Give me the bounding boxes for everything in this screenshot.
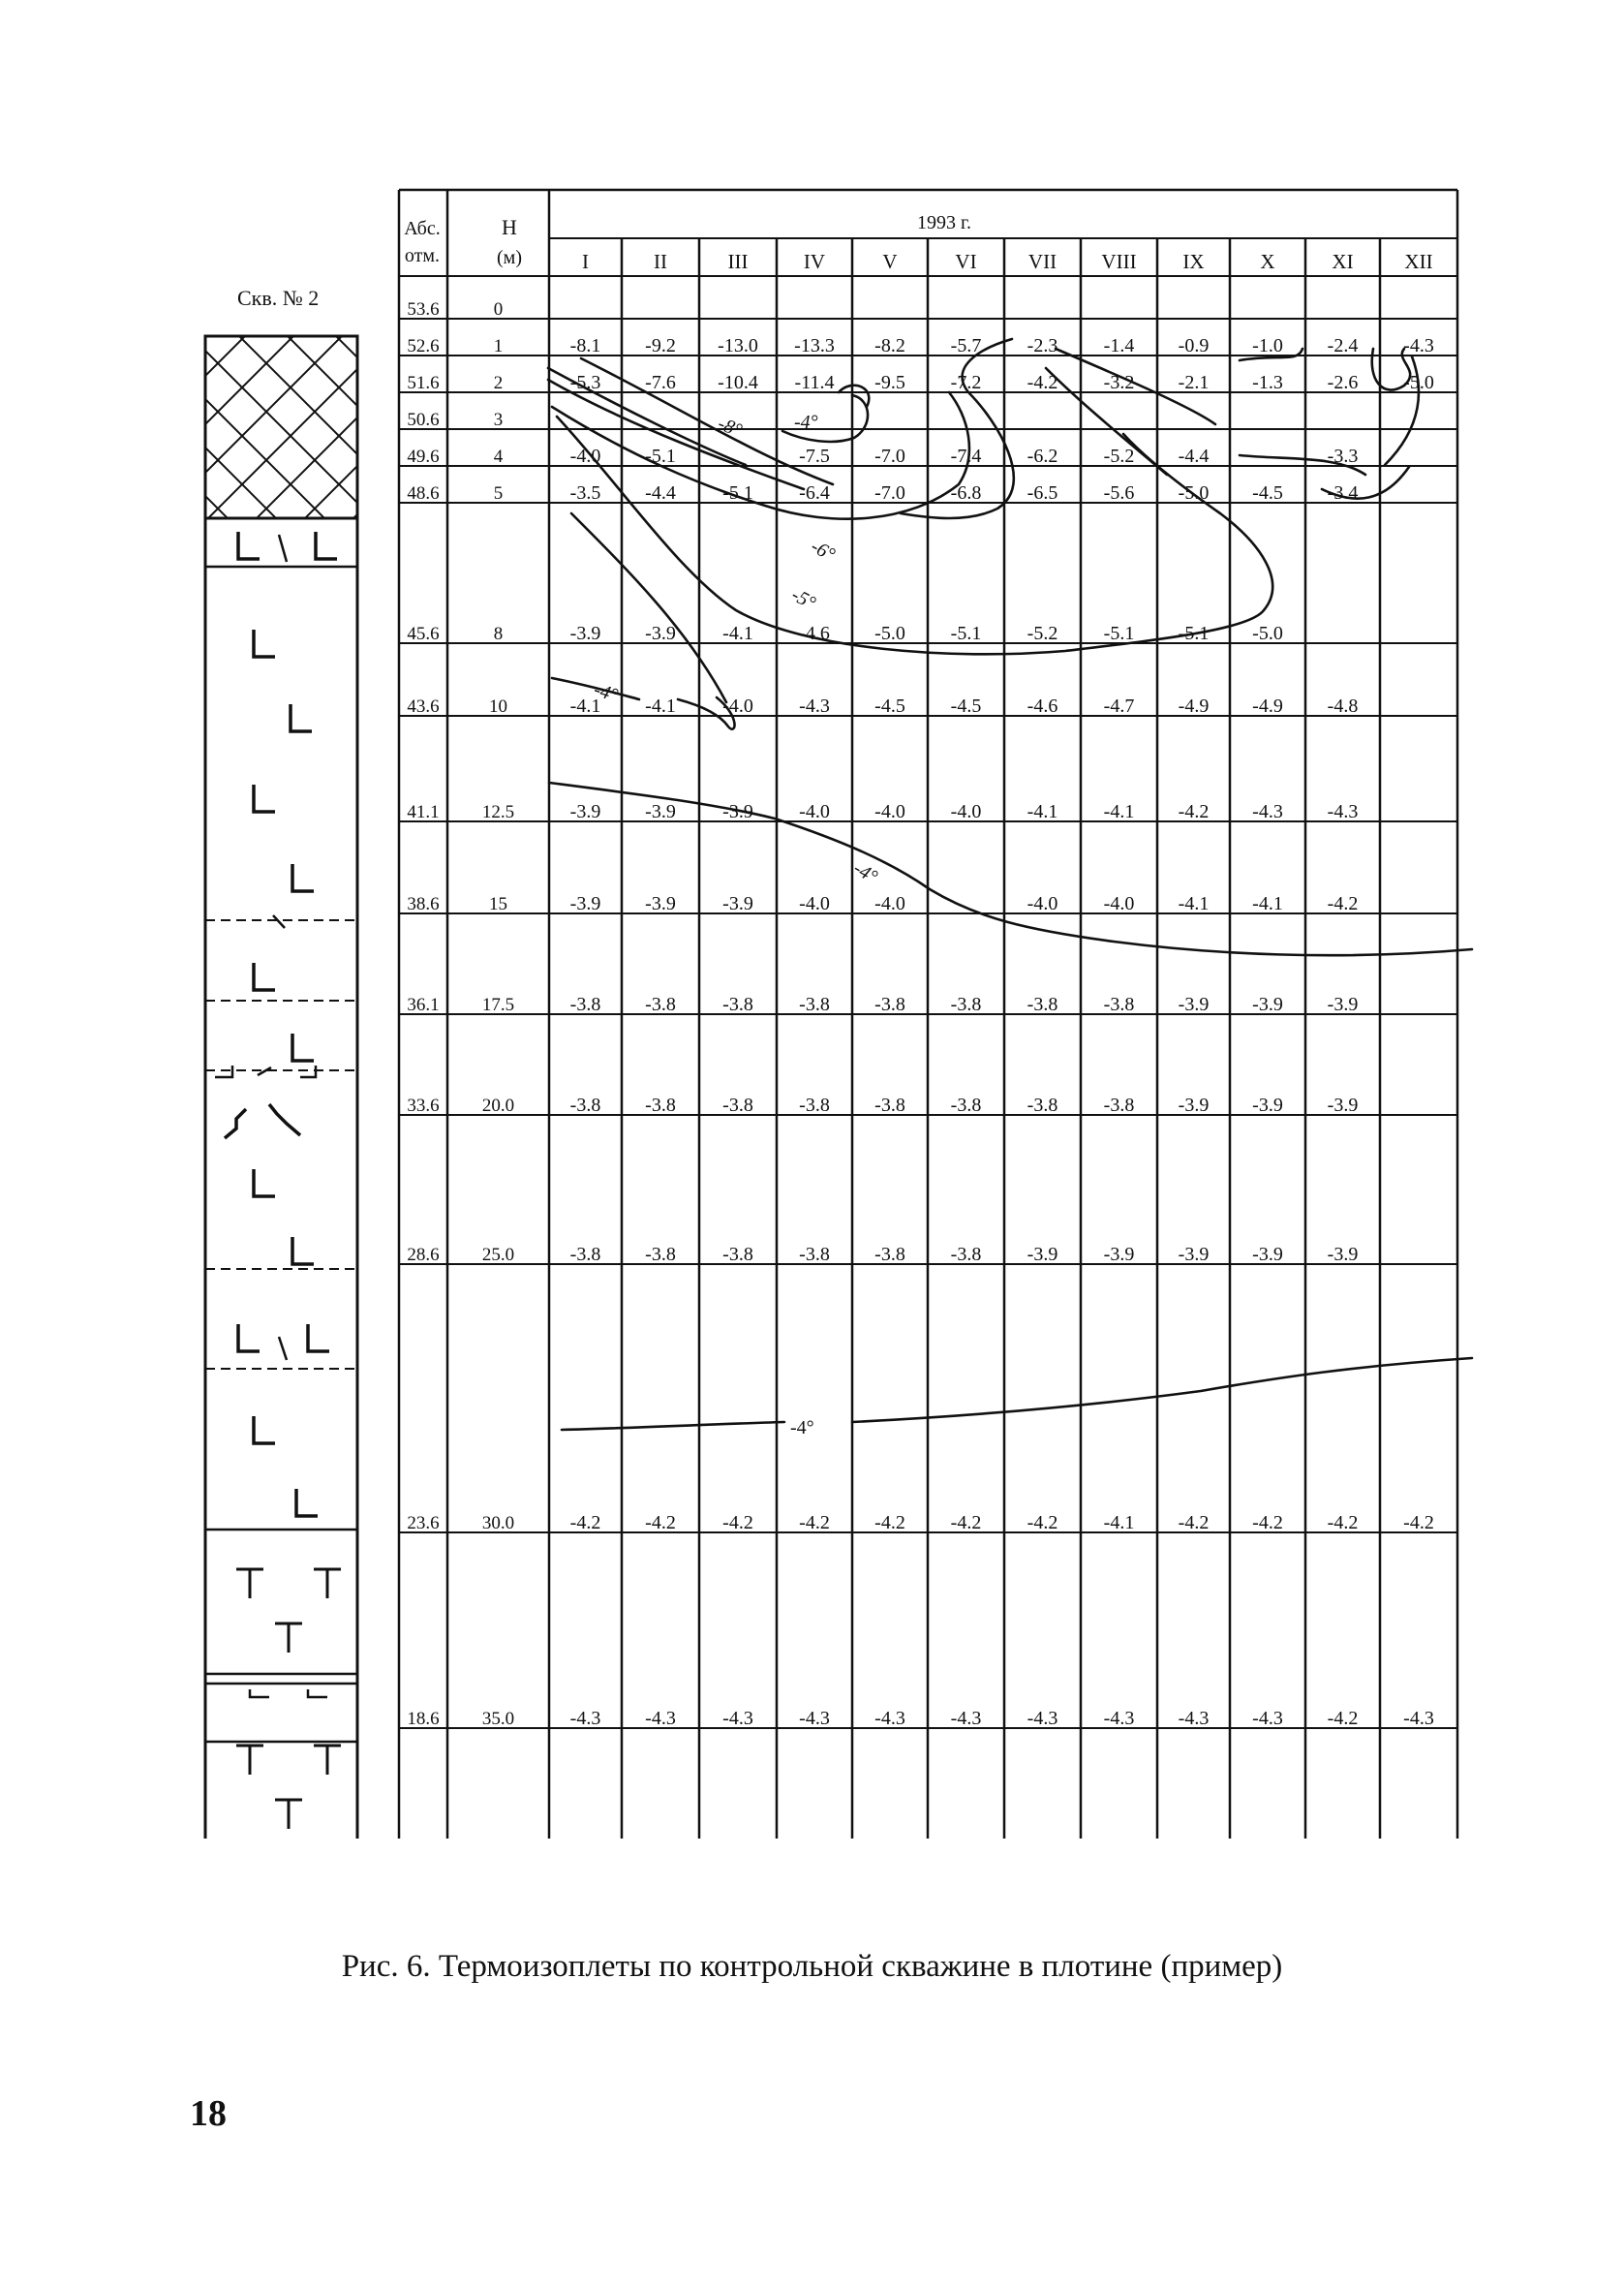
temperature-cell: -3.8	[1103, 994, 1135, 1015]
depth-value: 0	[493, 299, 504, 320]
temperature-cell: -4.5	[1252, 482, 1283, 504]
temperature-cell: -5.7	[950, 335, 982, 356]
temperature-cell: -4.5	[950, 696, 982, 717]
temperature-cell: -3.9	[722, 801, 753, 822]
temperature-cell: -4.1	[645, 696, 676, 717]
depth-value: 17.5	[481, 995, 515, 1015]
abs-elevation: 51.6	[407, 373, 440, 393]
abs-elevation: 18.6	[407, 1709, 440, 1729]
temperature-cell: -4.0	[722, 696, 753, 717]
depth-value: 35.0	[481, 1709, 515, 1729]
temperature-cell: -5.1	[722, 482, 753, 504]
month-label-I: I	[582, 250, 589, 273]
temperature-cell: -3.8	[645, 1244, 676, 1265]
basalt-symbol	[292, 1034, 314, 1061]
temperature-cell: -4.3	[1252, 1708, 1283, 1729]
temperature-cell: -4.2	[1252, 1512, 1283, 1533]
temperature-cell: -3.9	[1178, 1244, 1210, 1265]
isoline-labels	[591, 412, 880, 1438]
temperature-cell: -4.3	[874, 1708, 905, 1729]
tuff-symbol	[236, 1746, 263, 1775]
temperature-cell: -3.9	[1327, 1244, 1359, 1265]
temperature-cell: -2.3	[1026, 335, 1058, 356]
temperature-cell: -4.3	[1327, 801, 1359, 822]
temperature-cell: -9.2	[645, 335, 676, 356]
temperature-cell: -4.1	[722, 623, 753, 644]
month-label-IV: IV	[803, 250, 826, 273]
isoline-label-minus4-left: -4°	[591, 678, 621, 707]
month-label-XI: XI	[1332, 250, 1354, 273]
isoline-label-minus4-mid: -4°	[849, 857, 881, 888]
borehole-label: Скв. № 2	[237, 286, 320, 310]
temperature-cell: -4.3	[1103, 1708, 1135, 1729]
figure-caption: Рис. 6. Термоизоплеты по контрольной скважине в плотине (пример)	[341, 1949, 1283, 1984]
temperature-cell: -4.8	[1327, 696, 1359, 717]
basalt-symbol	[254, 785, 275, 812]
temperature-cell: -3.8	[950, 994, 982, 1015]
temperature-cell: -4.2	[645, 1512, 676, 1533]
isoline-label-minus4-bottom: -4°	[790, 1417, 814, 1438]
temperature-cell: -5.0	[874, 623, 905, 644]
basalt-symbol	[254, 1416, 275, 1443]
tuff-symbol	[314, 1569, 341, 1598]
temperature-cell: -4.0	[1026, 893, 1058, 914]
temperature-cell: -3.9	[1178, 1095, 1210, 1116]
abs-elevation: 53.6	[407, 299, 440, 320]
month-label-VIII: VIII	[1101, 250, 1137, 273]
abs-elevation: 38.6	[407, 894, 440, 914]
temperature-cell: -3.8	[874, 1095, 905, 1116]
tuff-symbol	[275, 1623, 302, 1653]
temperature-cell: -4.4	[1178, 446, 1210, 467]
depth-value: 30.0	[481, 1513, 515, 1533]
temperature-cell: -6.8	[950, 482, 982, 504]
month-label-V: V	[882, 250, 898, 273]
temperature-cell: -3.9	[645, 893, 676, 914]
temperature-cell: -4.4	[645, 482, 676, 504]
temperature-cell: -3.8	[799, 994, 830, 1015]
basalt-symbol	[291, 704, 312, 731]
temperature-cell: -4.2	[1327, 1512, 1359, 1533]
temperature-cell: -3.9	[645, 801, 676, 822]
isoline-4-diag	[571, 513, 726, 702]
temperature-cell: -4.3	[1403, 1708, 1434, 1729]
temperature-cell: -4.3	[950, 1708, 982, 1729]
temperature-cell: -13.0	[718, 335, 758, 356]
abs-elevation: 48.6	[407, 483, 440, 504]
depth-value: 10	[489, 696, 507, 717]
temperature-cell: -1.0	[1252, 335, 1283, 356]
temperature-cell: -6.2	[1026, 446, 1058, 467]
temperature-cell: -4.3	[569, 1708, 601, 1729]
h-header-line1: H	[502, 215, 517, 239]
temperature-cell: -3.9	[722, 893, 753, 914]
temperature-cell: -2.1	[1178, 372, 1210, 393]
temperature-cell: -4.2	[1327, 893, 1359, 914]
temperature-cell: -4.0	[799, 893, 830, 914]
temperature-cell: -4.6	[1026, 696, 1058, 717]
temperature-cell: -7.5	[799, 446, 830, 467]
basalt-symbol	[292, 1237, 314, 1264]
abs-elevation: 43.6	[407, 696, 440, 717]
temperature-cell: -3.9	[569, 801, 601, 822]
tuff-symbol	[314, 1746, 341, 1775]
depth-value: 4	[493, 447, 504, 467]
abs-elevation: 49.6	[407, 447, 440, 467]
temperature-cell: -3.8	[874, 994, 905, 1015]
abs-elevation: 36.1	[407, 995, 440, 1015]
temperature-cell: -4.2	[1327, 1708, 1359, 1729]
tuff-symbol	[275, 1800, 302, 1829]
basalt-symbol	[254, 963, 275, 990]
temperature-cell: -4.1	[569, 696, 601, 717]
temperature-cell: -4.2	[1403, 1512, 1434, 1533]
temperature-cell: -5.2	[1103, 446, 1135, 467]
temperature-cell: -4.6	[799, 623, 830, 644]
temperature-cell: -1.4	[1103, 335, 1135, 356]
temperature-cell: -7.6	[645, 372, 676, 393]
abs-elevation: 50.6	[407, 410, 440, 430]
year-header: 1993 г.	[917, 212, 971, 233]
temperature-cell: -3.9	[1178, 994, 1210, 1015]
temperature-cell: -3.8	[645, 1095, 676, 1116]
tuff-symbol	[236, 1569, 263, 1598]
joint-mark	[279, 1337, 287, 1360]
temperature-cell: -4.3	[1403, 335, 1434, 356]
depth-value: 2	[493, 373, 504, 393]
basalt-symbol	[254, 630, 275, 657]
temperature-cell: -5.0	[1403, 372, 1434, 393]
isoline-label-minus6: -6°	[807, 535, 839, 566]
temperature-cell: -2.6	[1327, 372, 1359, 393]
temperature-cell: -3.8	[1026, 1095, 1058, 1116]
temperature-cell: -4.2	[874, 1512, 905, 1533]
temperature-cell: -4.0	[874, 893, 905, 914]
isoline-6-loop	[552, 392, 969, 519]
basalt-symbol	[254, 1169, 275, 1196]
temperature-cell: -3.9	[1252, 1095, 1283, 1116]
temperature-cell: -5.1	[1178, 623, 1210, 644]
temperature-cell: -4.1	[1178, 893, 1210, 914]
temperature-cell: -3.8	[722, 994, 753, 1015]
month-label-III: III	[727, 250, 749, 273]
temperature-cell: -4.3	[722, 1708, 753, 1729]
temperature-cell: -6.4	[799, 482, 830, 504]
temperature-cell: -4.2	[799, 1512, 830, 1533]
temperature-cell: -5.6	[1103, 482, 1135, 504]
abs-elevation: 52.6	[407, 336, 440, 356]
temperature-cell: -4.1	[1026, 801, 1058, 822]
temperature-cell: -4.2	[1178, 801, 1210, 822]
isoline-label-minus5: -5°	[787, 583, 819, 614]
temperature-cell: -1.3	[1252, 372, 1283, 393]
month-label-X: X	[1260, 250, 1275, 273]
basalt-symbol	[316, 532, 337, 559]
h-header-line2: (м)	[497, 247, 522, 268]
temperature-cell: -7.4	[950, 446, 982, 467]
temperature-cell: -6.5	[1026, 482, 1058, 504]
temperature-cell: -5.0	[1178, 482, 1210, 504]
temperature-cell: -5.1	[645, 446, 676, 467]
temperature-cell: -4.1	[1103, 801, 1135, 822]
temperature-cell: -4.3	[1178, 1708, 1210, 1729]
temperature-cell: -4.1	[1103, 1512, 1135, 1533]
temperature-cell: -9.5	[874, 372, 905, 393]
temperature-cell: -3.8	[874, 1244, 905, 1265]
temperature-cell: -4.9	[1252, 696, 1283, 717]
basalt-symbol	[296, 1489, 318, 1516]
temperature-cell: -4.3	[1252, 801, 1283, 822]
abs-header-line1: Абс.	[404, 218, 441, 239]
temperature-cell: -5.1	[1103, 623, 1135, 644]
temperature-cell: -5.1	[950, 623, 982, 644]
temperature-cell: -4.9	[1178, 696, 1210, 717]
temperature-cell: -4.2	[1178, 1512, 1210, 1533]
temperature-cell: -3.9	[1252, 994, 1283, 1015]
temperature-cell: -3.2	[1103, 372, 1135, 393]
temperature-cell: -3.5	[569, 482, 601, 504]
borehole-log-column	[205, 336, 357, 1839]
temperature-cell: -3.8	[1026, 994, 1058, 1015]
month-label-XII: XII	[1404, 250, 1433, 273]
basalt-symbol	[292, 864, 314, 891]
temperature-cell: -3.8	[950, 1095, 982, 1116]
temperature-cell: -8.2	[874, 335, 905, 356]
temperature-cell: -4.1	[1252, 893, 1283, 914]
temperature-cell: -3.8	[1103, 1095, 1135, 1116]
fragment-symbol	[225, 1104, 300, 1138]
temperature-cell: -3.8	[569, 1244, 601, 1265]
temperature-cell: -11.4	[794, 372, 835, 393]
depth-value: 12.5	[481, 802, 515, 822]
temperature-cell: -10.4	[718, 372, 758, 393]
temperature-cell: -4.2	[950, 1512, 982, 1533]
temperature-cell: -4.0	[950, 801, 982, 822]
temperature-cell: -3.9	[1026, 1244, 1058, 1265]
abs-elevation: 41.1	[407, 802, 440, 822]
temperature-cell: -4.2	[1026, 372, 1058, 393]
temperature-cell: -5.2	[1026, 623, 1058, 644]
depth-value: 5	[493, 483, 504, 504]
isoline-label-minus4-top: -4°	[794, 412, 818, 433]
temperature-cell: -3.3	[1327, 446, 1359, 467]
basalt-thin-symbol	[250, 1689, 327, 1697]
temperature-cell: -4.3	[799, 696, 830, 717]
temperature-cell: -3.9	[645, 623, 676, 644]
month-label-IX: IX	[1182, 250, 1205, 273]
page-number: 18	[190, 2093, 227, 2134]
temperature-cell: -3.9	[1327, 1095, 1359, 1116]
temperature-cell: -3.8	[799, 1095, 830, 1116]
temperature-cell: -7.2	[950, 372, 982, 393]
temperature-table-grid	[399, 190, 1457, 1839]
joint-mark	[273, 915, 285, 928]
temperature-cell: -4.2	[722, 1512, 753, 1533]
temperature-cell: -8.1	[569, 335, 601, 356]
temperature-cell: -5.0	[1252, 623, 1283, 644]
temperature-cell: -4.2	[569, 1512, 601, 1533]
depth-value: 8	[493, 624, 504, 644]
abs-elevation: 33.6	[407, 1096, 440, 1116]
temperature-cell: -2.4	[1327, 335, 1359, 356]
abs-elevation: 45.6	[407, 624, 440, 644]
basalt-symbol	[238, 1324, 260, 1351]
temperature-cell: -4.0	[1103, 893, 1135, 914]
temperature-cell: -4.0	[799, 801, 830, 822]
abs-elevation: 23.6	[407, 1513, 440, 1533]
temperature-cell: -3.9	[1327, 994, 1359, 1015]
temperature-cell: -3.9	[569, 893, 601, 914]
temperature-cell: -3.8	[950, 1244, 982, 1265]
temperature-cell: -3.8	[722, 1244, 753, 1265]
temperature-cell: -4.5	[874, 696, 905, 717]
temperature-cell: -3.8	[645, 994, 676, 1015]
month-label-VI: VI	[955, 250, 977, 273]
temperature-cell: -5.3	[569, 372, 601, 393]
temperature-cell: -3.8	[569, 1095, 601, 1116]
temperature-cell: -7.0	[874, 482, 905, 504]
temperature-cell: -3.9	[1252, 1244, 1283, 1265]
temperature-cell: -3.8	[722, 1095, 753, 1116]
temperature-cell: -4.0	[569, 446, 601, 467]
joint-mark	[279, 535, 287, 562]
depth-value: 20.0	[481, 1096, 515, 1116]
abs-header-line2: отм.	[404, 245, 441, 266]
temperature-cell: -4.7	[1103, 696, 1135, 717]
month-label-VII: VII	[1027, 250, 1057, 273]
temperature-cell: -7.0	[874, 446, 905, 467]
depth-value: 3	[493, 410, 504, 430]
temperature-cell: -3.8	[569, 994, 601, 1015]
depth-value: 25.0	[481, 1245, 515, 1265]
temperature-cell: -4.3	[1026, 1708, 1058, 1729]
temperature-cell: -4.0	[874, 801, 905, 822]
month-label-II: II	[654, 250, 667, 273]
temperature-cell: -4.3	[645, 1708, 676, 1729]
temperature-cell: -4.3	[799, 1708, 830, 1729]
temperature-cell: -3.9	[1103, 1244, 1135, 1265]
basalt-symbol	[238, 532, 260, 559]
temperature-cell: -13.3	[794, 335, 835, 356]
depth-value: 1	[493, 336, 504, 356]
temperature-cell: -3.4	[1327, 482, 1359, 504]
temperature-cell: -3.8	[799, 1244, 830, 1265]
abs-elevation: 28.6	[407, 1245, 440, 1265]
temperature-cell: -0.9	[1178, 335, 1210, 356]
isoline-label-minus8: -8°	[715, 413, 746, 442]
temperature-cell: -3.9	[569, 623, 601, 644]
temperature-cell: -4.2	[1026, 1512, 1058, 1533]
depth-value: 15	[489, 894, 507, 914]
basalt-symbol	[308, 1324, 329, 1351]
